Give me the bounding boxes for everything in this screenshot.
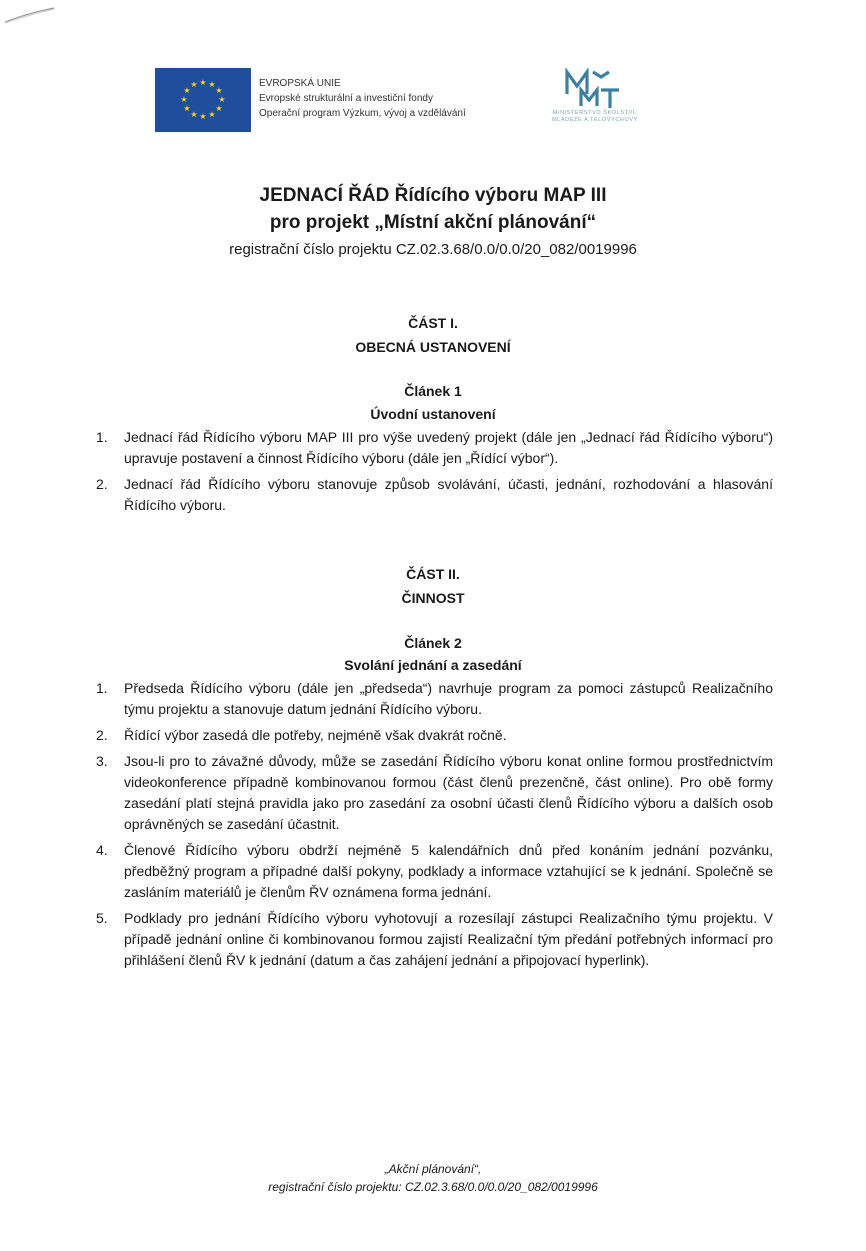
svg-text:★: ★ (208, 80, 216, 89)
msmt-caption (535, 110, 655, 124)
title-line-2: pro projekt „Místní akční plánování“ (269, 212, 597, 233)
part-1-name: OBECNÁ USTANOVENÍ (355, 339, 511, 355)
svg-text:★: ★ (218, 95, 226, 104)
msmt-emblem-icon (535, 68, 655, 110)
eu-line-1: EVROPSKÁ UNIE (259, 78, 341, 89)
item-number: 5. (96, 910, 108, 926)
item-text: Předseda Řídícího výboru (dále jen „předseda“) navrhuje program za pomoci zástupců Realizačního týmu projektu a stanovuje datum jednání Řídícího výboru. (124, 680, 773, 717)
footer-line-2: registrační číslo projektu: CZ.02.3.68/0.0/0.0/20_082/0019996 (268, 1180, 598, 1194)
svg-text:★: ★ (183, 86, 191, 95)
registration-number: registrační číslo projektu CZ.02.3.68/0.0/0.0/20_082/0019996 (229, 241, 637, 258)
svg-text:★: ★ (199, 78, 207, 87)
svg-text:★: ★ (199, 112, 207, 121)
item-number: 1. (96, 429, 108, 445)
msmt-caption-line-1: MINISTERSTVO ŠKOLSTVÍ, (552, 110, 638, 116)
item-text: Členové Řídícího výboru obdrží nejméně 5 kalendářních dnů před konáním jednání pozvánku, předběžný program a případné další pokyny, podklady a informace vztahující se k jednání. Společně se zasláním materiálů je členům ŘV oznámena forma jednání. (124, 842, 773, 900)
list-item (96, 678, 773, 720)
footer-line-1: „Akční plánování“, (384, 1162, 482, 1176)
list-item (96, 474, 773, 516)
list-item (96, 427, 773, 469)
eu-line-3: Operační program Výzkum, vývoj a vzdělávání (259, 108, 466, 119)
item-number: 3. (96, 753, 108, 769)
svg-text:★: ★ (190, 110, 198, 119)
item-number: 4. (96, 842, 108, 858)
svg-text:★: ★ (183, 104, 191, 113)
eu-program-text (259, 76, 466, 121)
part-2-name: ČINNOST (401, 590, 465, 606)
eu-line-2: Evropské strukturální a investiční fondy (259, 93, 433, 104)
item-text: Řídící výbor zasedá dle potřeby, nejméně však dvakrát ročně. (124, 727, 507, 743)
list-item (96, 725, 773, 746)
msmt-logo (535, 68, 655, 132)
part-1-label: ČÁST I. (408, 315, 458, 331)
logo-header (155, 68, 675, 138)
list-item (96, 840, 773, 903)
article-1-label: Článek 1 (404, 383, 462, 399)
item-text: Podklady pro jednání Řídícího výboru vyhotovují a rozesílají zástupci Realizačního týmu projektu. V případě jednání online či kombinovanou formou zajistí Realizační tým předání potřebných informací pro přihlášení členů ŘV k jednání (datum a čas zahájení jednání a připojovací hyperlink). (124, 910, 773, 968)
part-2-label: ČÁST II. (406, 566, 460, 582)
article-2-list (96, 678, 773, 971)
eu-flag-icon (155, 68, 251, 132)
item-text: Jednací řád Řídícího výboru MAP III pro výše uvedený projekt (dále jen „Jednací řád Řídícího výboru“) upravuje postavení a činnost Řídícího výboru (dále jen „Řídící výbor“). (124, 429, 773, 466)
article-2-name: Svolání jednání a zasedání (344, 657, 522, 673)
title-line-1: JEDNACÍ ŘÁD Řídícího výboru MAP III (259, 185, 607, 206)
svg-text:★: ★ (215, 104, 223, 113)
item-number: 1. (96, 680, 108, 696)
article-2-label: Článek 2 (404, 635, 462, 651)
item-number: 2. (96, 727, 108, 743)
svg-text:★: ★ (190, 80, 198, 89)
list-item (96, 751, 773, 835)
item-text: Jsou-li pro to závažné důvody, může se zasedání Řídícího výboru konat online formou prostřednictvím videokonference případně kombinovanou formou (část členů prezenčně, část online). Pro obě formy zasedání platí stejná pravidla jako pro zasedání za osobní účasti členů Řídícího výboru a dalších osob oprávněných se zasedání účastnit. (124, 753, 773, 832)
article-1-name: Úvodní ustanovení (370, 406, 496, 422)
svg-text:★: ★ (215, 86, 223, 95)
page-footer (0, 1160, 866, 1196)
item-text: Jednací řád Řídícího výboru stanovuje způsob svolávání, účasti, jednání, rozhodování a hlasování Řídícího výboru. (124, 476, 773, 513)
item-number: 2. (96, 476, 108, 492)
msmt-caption-line-2: MLÁDEŽE A TĚLOVÝCHOVY (552, 117, 638, 123)
list-item (96, 908, 773, 971)
svg-text:★: ★ (180, 95, 188, 104)
scan-pen-mark (4, 6, 56, 24)
document-title (0, 182, 866, 262)
svg-text:★: ★ (208, 110, 216, 119)
article-1-list (96, 427, 773, 516)
